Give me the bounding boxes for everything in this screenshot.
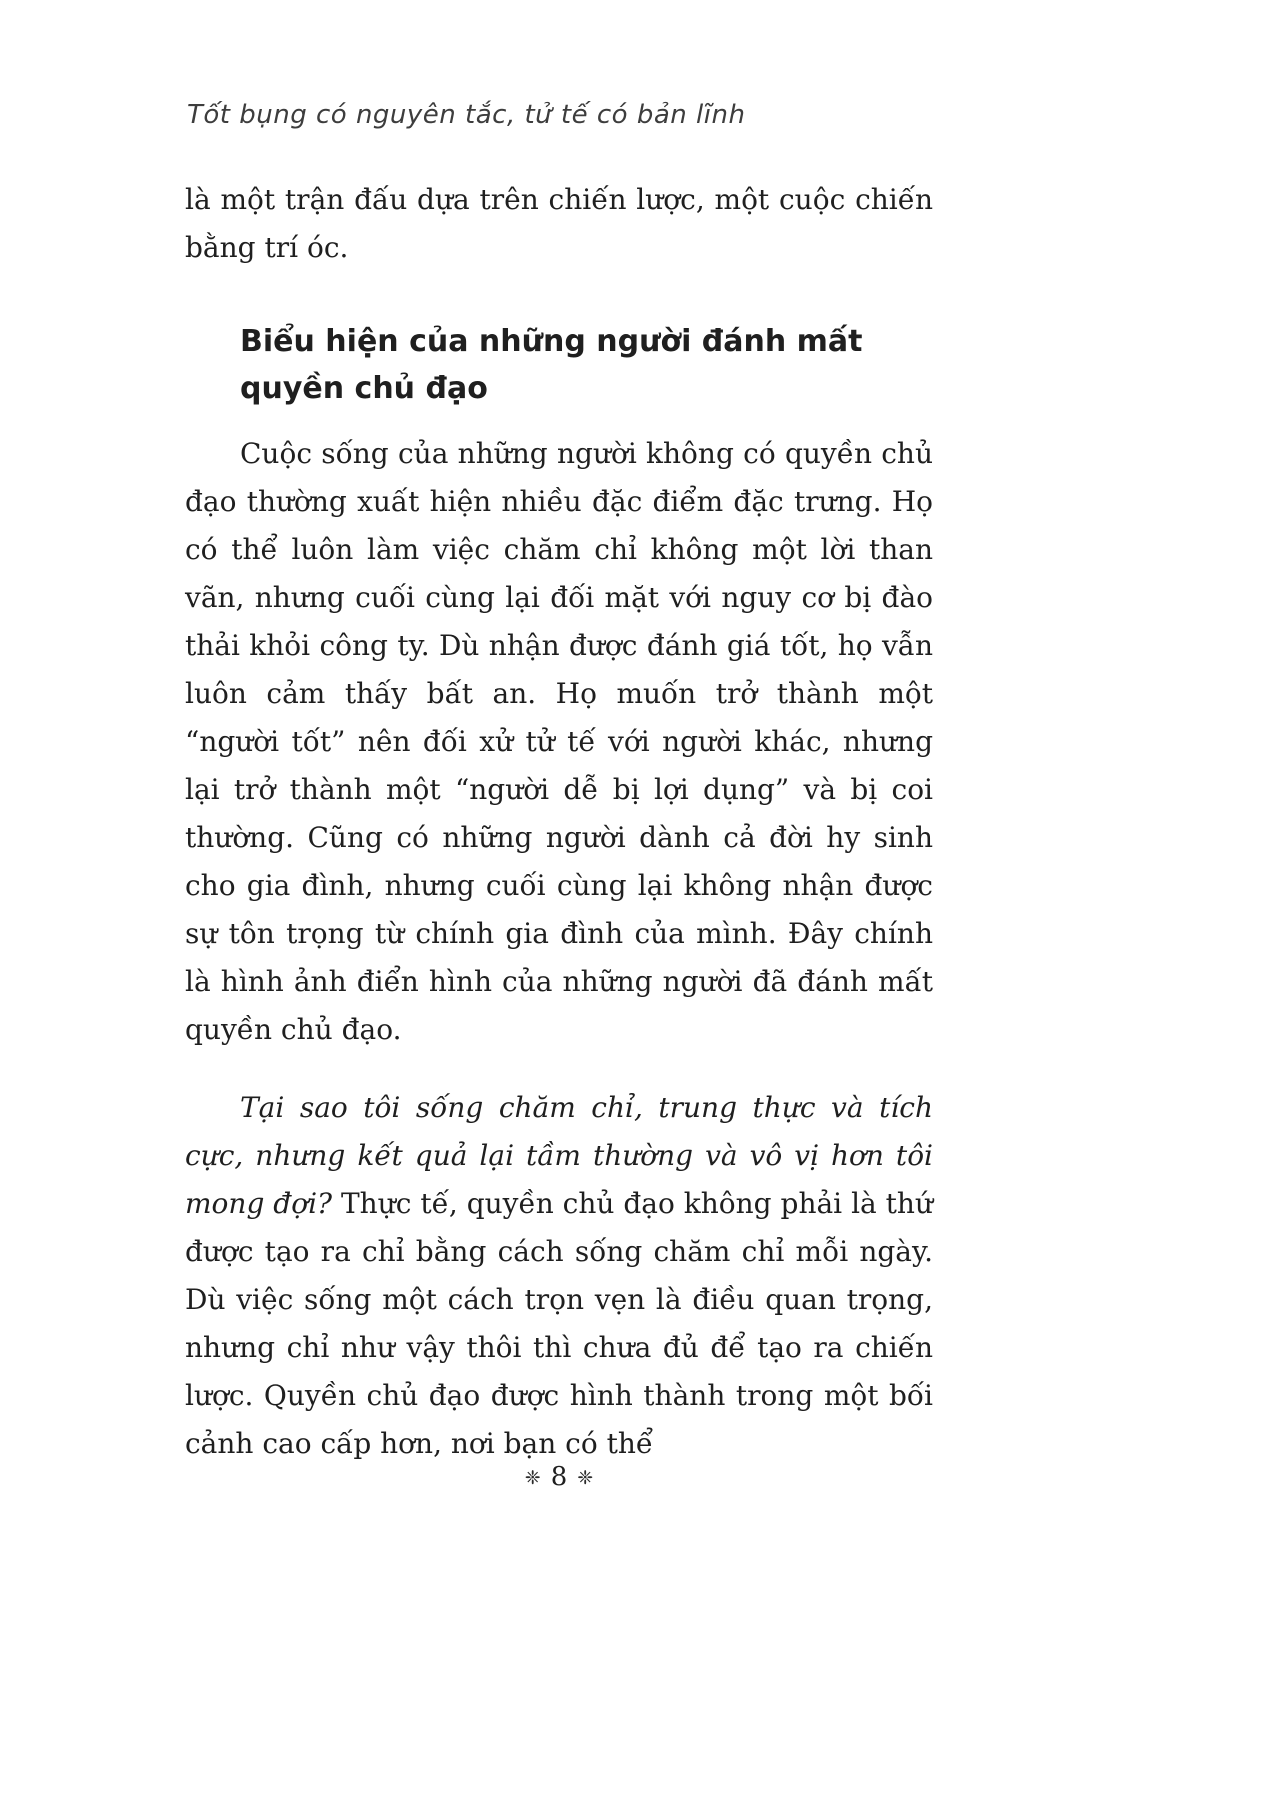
flower-ornament-right-icon: ❈	[577, 1467, 594, 1489]
running-header: Tốt bụng có nguyên tắc, tử tế có bản lĩnh	[187, 100, 746, 130]
flower-ornament-left-icon: ❈	[524, 1467, 541, 1489]
page-number: 8	[550, 1462, 568, 1492]
italic-question: Tại sao tôi sống chăm chỉ, trung thực và tích cực, nhưng kết quả lại tầm thường và vô vị hơn tôi mong đợi?	[185, 1091, 933, 1220]
page-content	[185, 176, 933, 1468]
page-footer	[185, 1462, 933, 1492]
section-heading: Biểu hiện của những người đánh mất quyền chủ đạo	[240, 324, 863, 406]
paragraph-2-continuation: Thực tế, quyền chủ đạo không phải là thứ được tạo ra chỉ bằng cách sống chăm chỉ mỗi ngày. Dù việc sống một cách trọn vẹn là điều quan trọng, nhưng chỉ như vậy thôi thì chưa đủ để tạo ra chiến lược. Quyền chủ đạo được hình thành trong một bối cảnh cao cấp hơn, nơi bạn có thể	[185, 1187, 933, 1460]
body-paragraph-2	[185, 1084, 933, 1468]
intro-paragraph: là một trận đấu dựa trên chiến lược, một cuộc chiến bằng trí óc.	[185, 183, 933, 264]
body-paragraph-1: Cuộc sống của những người không có quyền chủ đạo thường xuất hiện nhiều đặc điểm đặc trưng. Họ có thể luôn làm việc chăm chỉ không một lời than vãn, nhưng cuối cùng lại đối mặt với nguy cơ bị đào thải khỏi công ty. Dù nhận được đánh giá tốt, họ vẫn luôn cảm thấy bất an. Họ muốn trở thành một “người tốt” nên đối xử tử tế với người khác, nhưng lại trở thành một “người dễ bị lợi dụng” và bị coi thường. Cũng có những người dành cả đời hy sinh cho gia đình, nhưng cuối cùng lại không nhận được sự tôn trọng từ chính gia đình của mình. Đây chính là hình ảnh điển hình của những người đã đánh mất quyền chủ đạo.	[185, 437, 933, 1046]
